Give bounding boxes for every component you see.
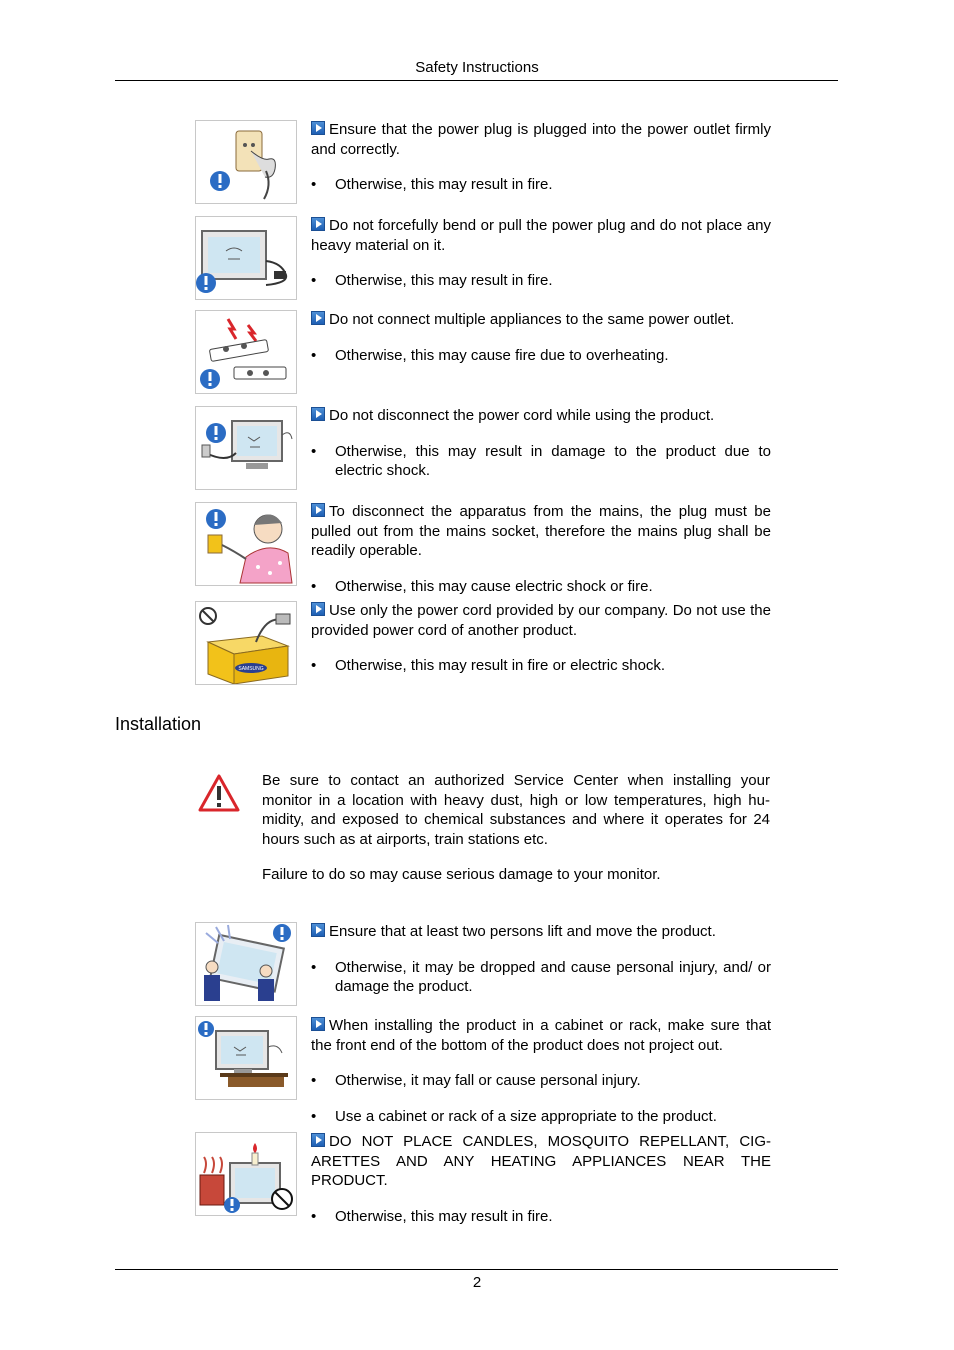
monitor-unplug-illustration xyxy=(195,406,297,490)
page-header-title: Safety Instructions xyxy=(415,59,539,76)
header-divider xyxy=(115,80,838,81)
info-arrow-icon xyxy=(311,1017,325,1031)
monitor-cord-illustration xyxy=(195,216,297,300)
warning-triangle-icon xyxy=(197,773,241,818)
consequence-item: • Otherwise, this may result in fire. xyxy=(311,175,771,195)
consequence-item: • Otherwise, it may be dropped and cause personal injury, and/ or damage the product. xyxy=(311,958,771,997)
consequence-item: • Otherwise, this may cause electric shock or fire. xyxy=(311,577,771,597)
instruction-text: DO NOT PLACE CANDLES, MOSQUITO REPELLANT, CIG-ARETTES AND ANY HEATING APPLIANCES NEAR THE PRODUCT. xyxy=(311,1133,771,1190)
page-number: 2 xyxy=(472,1274,482,1291)
caution-paragraph: Be sure to contact an authorized Service Center when installing your monitor in a location with heavy dust, high or low temperatures, high hu-midity, and exposed to chemical substances and where it operates for 24 hours such as at airports, train stations etc. xyxy=(262,772,770,848)
candle-heater-illustration xyxy=(195,1132,297,1216)
instruction-text: Do not disconnect the power cord while using the product. xyxy=(311,406,771,426)
instruction-text: Do not connect multiple appliances to the same power outlet. xyxy=(311,310,771,330)
consequence-list xyxy=(311,577,771,597)
consequence-list xyxy=(311,958,771,997)
caution-paragraph: Failure to do so may cause serious damage to your monitor. xyxy=(262,866,661,884)
box-logo: SAMSUNG xyxy=(238,666,264,672)
cord-box-illustration xyxy=(195,601,297,685)
consequence-item: • Use a cabinet or rack of a size appropriate to the product. xyxy=(311,1107,771,1127)
info-arrow-icon xyxy=(311,923,325,937)
section-title-installation: Installation xyxy=(115,714,202,734)
consequence-list xyxy=(311,1071,771,1126)
plug-outlet-illustration xyxy=(195,120,297,204)
consequence-item: • Otherwise, this may result in fire. xyxy=(311,271,771,291)
consequence-list xyxy=(311,271,771,291)
info-arrow-icon xyxy=(311,1133,325,1147)
info-arrow-icon xyxy=(311,217,325,231)
consequence-item: • Otherwise, this may result in damage to the product due to electric shock. xyxy=(311,442,771,481)
instruction-text: Ensure that at least two persons lift and move the product. xyxy=(311,922,771,942)
consequence-list xyxy=(311,656,771,676)
power-strip-illustration xyxy=(195,310,297,394)
two-persons-lifting-illustration xyxy=(195,922,297,1006)
consequence-list xyxy=(311,442,771,481)
instruction-text: Ensure that the power plug is plugged into the power outlet firmly and correctly. xyxy=(311,121,771,158)
person-unplugging-illustration xyxy=(195,502,297,586)
info-arrow-icon xyxy=(311,602,325,616)
consequence-item: • Otherwise, this may result in fire. xyxy=(311,1207,771,1227)
instruction-text: To disconnect the apparatus from the mains, the plug must be pulled out from the mains socket, therefore the mains plug shall be readily operable. xyxy=(311,503,771,560)
info-arrow-icon xyxy=(311,311,325,325)
consequence-list xyxy=(311,1207,771,1227)
consequence-item: • Otherwise, it may fall or cause personal injury. xyxy=(311,1071,771,1091)
instruction-text: Do not forcefully bend or pull the power plug and do not place any heavy material on it. xyxy=(311,217,771,254)
instruction-text: When installing the product in a cabinet or rack, make sure that the front end of the bottom of the product does not project out. xyxy=(311,1017,771,1054)
consequence-item: • Otherwise, this may result in fire or electric shock. xyxy=(311,656,771,676)
consequence-item: • Otherwise, this may cause fire due to overheating. xyxy=(311,346,771,366)
instruction-text: Use only the power cord provided by our company. Do not use the provided power cord of another product. xyxy=(311,602,771,639)
consequence-list xyxy=(311,175,771,195)
info-arrow-icon xyxy=(311,407,325,421)
footer-divider xyxy=(115,1269,838,1270)
consequence-list xyxy=(311,346,771,366)
info-arrow-icon xyxy=(311,121,325,135)
info-arrow-icon xyxy=(311,503,325,517)
monitor-on-cabinet-illustration xyxy=(195,1016,297,1100)
